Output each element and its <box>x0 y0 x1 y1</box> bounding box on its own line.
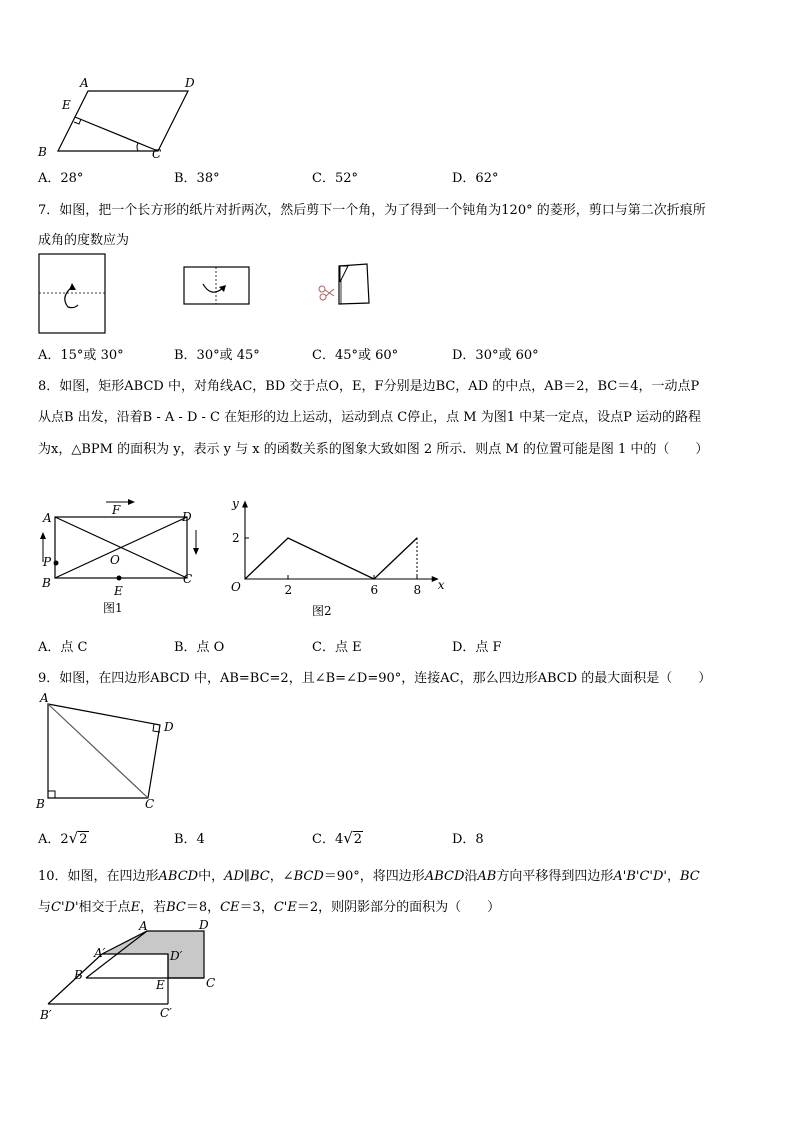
q9-option-a-radicand: 2 <box>79 832 88 847</box>
q6-label-c: C <box>152 147 162 161</box>
q9-label-b: B <box>36 797 45 811</box>
q7-figure-1 <box>38 253 108 335</box>
q9-option-a-coef: 2 <box>60 832 69 847</box>
q10-stem-line2 <box>38 896 500 915</box>
q8-f1-label-o: O <box>110 553 120 567</box>
q8-option-d[interactable]: D．点 F <box>452 640 502 655</box>
q7-option-b[interactable]: B．30°或 45° <box>174 348 260 363</box>
y-axis-arrow-icon <box>242 501 248 508</box>
q8-f1-label-p: P <box>43 555 52 569</box>
q10-text: ， <box>269 869 283 884</box>
q10-math: ABCD <box>158 869 199 884</box>
x-tick-label: 6 <box>370 583 379 597</box>
q9-option-c[interactable] <box>312 828 363 847</box>
q10-math: AD∥BC <box>224 869 270 884</box>
q10-math: ABCD <box>424 869 465 884</box>
q10-text: 10．如图，在四边形 <box>38 869 159 884</box>
q9-option-a[interactable] <box>38 828 89 847</box>
sqrt-icon: √ <box>68 829 79 847</box>
q6-figure <box>30 74 210 164</box>
q8-f1-label-a: A <box>43 511 52 525</box>
q8-option-c[interactable]: C．点 E <box>312 640 362 655</box>
q10-text: 沿 <box>464 869 478 884</box>
q9-stem-line1: 9．如图，在四边形ABCD 中，AB=BC=2，且∠B=∠D=90°，连接AC，那么四边形ABCD 的最大面积是（ ） <box>38 671 712 686</box>
q10-text: ＝3， <box>239 900 274 915</box>
origin-label: O <box>231 580 241 594</box>
q10-stem-line1 <box>38 865 700 884</box>
q8-f1-label-b: B <box>42 576 51 590</box>
q10-label-d: D <box>199 918 209 932</box>
q10-text: 方向平移得到四边形 <box>496 869 614 884</box>
q10-text: ＝8， <box>185 900 221 915</box>
q9-option-c-label: C． <box>312 832 335 847</box>
q10-label-a1: A′ <box>94 946 106 960</box>
q8-figure-1 <box>36 490 206 616</box>
q6-label-b: B <box>38 145 47 159</box>
q8-option-a[interactable]: A．点 C <box>38 640 88 655</box>
q8-f1-label-e: E <box>114 584 123 598</box>
q8-option-b[interactable]: B．点 O <box>174 640 225 655</box>
q10-figure <box>36 918 236 1026</box>
q6-option-b[interactable]: B．38° <box>174 171 220 186</box>
q9-option-b[interactable]: B．4 <box>174 832 205 847</box>
x-axis-label: x <box>437 578 445 592</box>
q10-label-b1: B′ <box>40 1008 52 1022</box>
q10-label-c: C <box>206 976 216 990</box>
q7-stem-line2: 成角的度数应为 <box>38 233 130 248</box>
scissors-icon <box>319 286 334 300</box>
data-point <box>373 578 374 579</box>
q9-option-c-coef: 4 <box>334 832 344 847</box>
q8-f1-label-d: D <box>182 510 192 524</box>
q10-text: ， <box>666 869 680 884</box>
q6-option-c[interactable]: C．52° <box>312 171 358 186</box>
q7-option-a[interactable]: A．15°或 30° <box>38 348 124 363</box>
q6-option-d[interactable]: D．62° <box>452 171 499 186</box>
q10-label-e: E <box>156 978 165 992</box>
q7-option-d[interactable]: D．30°或 60° <box>452 348 539 363</box>
q10-label-b: B <box>74 968 83 982</box>
q10-math: A'B'C'D' <box>613 869 667 884</box>
q9-option-a-label: A． <box>38 832 61 847</box>
q7-stem-line1: 7．如图，把一个长方形的纸片对折两次，然后剪下一个角，为了得到一个钝角为120° 的菱形，剪口与第二次折痕所 <box>38 203 706 218</box>
q7-option-c[interactable]: C．45°或 60° <box>312 348 399 363</box>
q10-label-a: A <box>139 919 148 933</box>
q10-label-c1: C′ <box>160 1006 172 1020</box>
q8-figure-2-chart <box>222 462 452 624</box>
q9-option-c-radicand: 2 <box>353 832 363 847</box>
q6-label-a: A <box>80 76 89 90</box>
q9-label-c: C <box>145 797 155 811</box>
q9-label-d: D <box>164 720 174 734</box>
q8-stem-line3: 为x，△BPM 的面积为 y，表示 y 与 x 的函数关系的图象大致如图 2 所示．则点 M 的位置可能是图 1 中的（ ） <box>38 442 709 457</box>
q8-f1-label-c: C <box>183 572 193 586</box>
q10-math: ∠BCD <box>282 869 324 884</box>
q7-figure-3 <box>316 260 376 308</box>
q8-stem-line2: 从点B 出发，沿着B - A - D - C 在矩形的边上运动，运动到点 C停止，点 M 为图1 中某一定点，设点P 运动的路程 <box>38 410 702 425</box>
q10-text: 中， <box>198 869 225 884</box>
y-tick-label: 2 <box>232 531 240 545</box>
data-point <box>287 537 288 538</box>
q10-math: CE <box>220 900 240 915</box>
q9-figure <box>30 688 190 814</box>
q10-label-d1: D′ <box>170 949 183 963</box>
q7-figure-2 <box>183 266 251 306</box>
x-tick-label: 2 <box>284 583 293 597</box>
q10-math: BC <box>679 869 700 884</box>
x-tick-label: 8 <box>413 583 422 597</box>
q6-label-e: E <box>62 98 71 112</box>
q10-math: E <box>130 900 141 915</box>
y-axis-label: y <box>232 496 239 511</box>
q8-f1-caption: 图1 <box>103 601 123 615</box>
q6-option-a[interactable]: A．28° <box>38 171 84 186</box>
q8-f1-label-f: F <box>112 503 121 517</box>
q10-text: ＝2，则阴影部分的面积为（ ） <box>296 900 501 915</box>
q10-text: 相交于点 <box>78 900 131 915</box>
sqrt-icon: √ <box>343 829 353 847</box>
q9-label-a: A <box>40 691 49 705</box>
data-point <box>244 578 245 579</box>
q10-math: C'E <box>273 900 297 915</box>
q10-text: ，若 <box>140 900 167 915</box>
q10-text: 与 <box>38 900 52 915</box>
q6-label-d: D <box>185 76 195 90</box>
q8-f2-caption: 图2 <box>312 604 332 618</box>
q10-math: C'D' <box>51 900 79 915</box>
series-line <box>245 538 417 579</box>
q10-text: ＝90°，将四边形 <box>323 869 425 884</box>
q9-option-d[interactable]: D．8 <box>452 832 484 847</box>
q8-stem-line1: 8．如图，矩形ABCD 中，对角线AC，BD 交于点O，E，F分别是边BC，AD 的中点，AB＝2，BC＝4，一动点P <box>38 379 700 394</box>
q10-math: AB <box>477 869 497 884</box>
q10-math: BC <box>166 900 186 915</box>
